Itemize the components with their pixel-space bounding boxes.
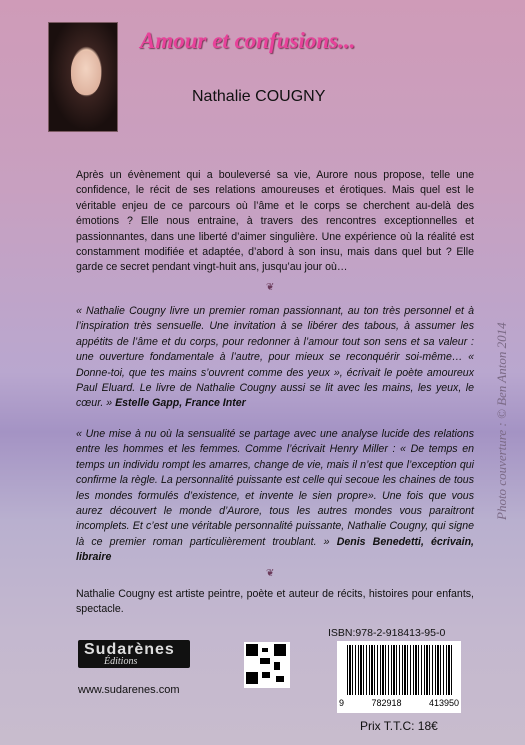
author-name: Nathalie COUGNY xyxy=(192,88,326,105)
summary-paragraph: Après un évènement qui a bouleversé sa vie, Aurore nous propose, telle une confidence, le récit de ses relations amoureuses et érotiques. Mais quel est le véritable enjeu de ce parcours où l’âme et le corps se cherchent au-delà des émotions ? Elle nous entraine, à travers des rencontres exceptionnelles et passionnantes, dans une liberté d’aimer singulière. Une expérience où la réalité est constamment modifiée et adaptée, d’abord à son insu, mais dans quel but ? Elle garde ce secret pendant vingt-huit ans, jusqu’au jour où… xyxy=(76,169,474,274)
isbn-label: ISBN:978-2-918413-95-0 xyxy=(328,627,446,639)
barcode-bars xyxy=(347,645,453,695)
publisher-logo xyxy=(78,640,190,680)
review-quote-2-text: « Une mise à nu où la sensualité se partage avec une analyse lucide des relations entre les hommes et les femmes. Comme l’écrivait Henry Miller : « De temps en temps un individu rompt les amarres, change de vie, mais il n’est que l’exception qui confirme la règle. La personnalité puissante est celle qui secoue les chaines de tous les mondes formulés d’existence, et invente le sien propre». Une fois que vous aurez découvert le monde d’Aurore, tous les autres mondes vous paraitront incomplets. Et c’est une véritable personnalité puissante, Nathalie Cougny, qui signe là ce premier roman particulièrement troublant. » xyxy=(76,428,474,548)
review-quote-2-source: Denis Benedetti, écrivain, libraire xyxy=(76,535,475,564)
price-label: Prix T.T.C: 18€ xyxy=(360,719,438,733)
barcode-digit-group: 9 xyxy=(339,698,345,708)
publisher-website[interactable]: www.sudarenes.com xyxy=(78,684,180,696)
publisher-name: Sudarènes xyxy=(84,641,175,658)
barcode-digit-group: 413950 xyxy=(428,698,459,708)
barcode xyxy=(337,641,461,713)
publisher-imprint: Éditions xyxy=(104,656,138,667)
book-title: Amour et confusions... xyxy=(140,28,356,53)
review-quote-1 xyxy=(76,304,474,412)
author-bio: Nathalie Cougny est artiste peintre, poète et auteur de récits, histoires pour enfants, spectacle. xyxy=(76,588,474,616)
review-quote-2 xyxy=(76,427,474,566)
author-face xyxy=(71,51,101,95)
review-quote-1-text: « Nathalie Cougny livre un premier roman passionnant, au ton très personnel et à l’inspiration très sensuelle. Une invitation à se libérer des tabous, à assumer les appétits de l’âme et du corps, pour redonner à l’amour tout son sens et sa valeur : une ouverture fondamentale à l’autre, pour mieux se reconquérir soi-même… « Donne-toi, que tes mains s’ouvrent comme des yeux », écrivait le poète amoureux Paul Eluard. Le livre de Nathalie Cougny aussi se lit avec les mains, les yeux, le cœur. » xyxy=(76,305,474,410)
barcode-digits xyxy=(339,698,459,708)
ornament-divider: ❦ xyxy=(266,282,275,293)
barcode-digit-group: 782918 xyxy=(371,698,402,708)
photo-credit: Photo couverture : © Ben Anton 2014 xyxy=(494,322,509,520)
qr-code-icon xyxy=(244,642,290,688)
ornament-divider-2: ❦ xyxy=(266,568,275,579)
review-quote-1-source: Estelle Gapp, France Inter xyxy=(115,397,246,410)
author-photo xyxy=(48,22,118,132)
